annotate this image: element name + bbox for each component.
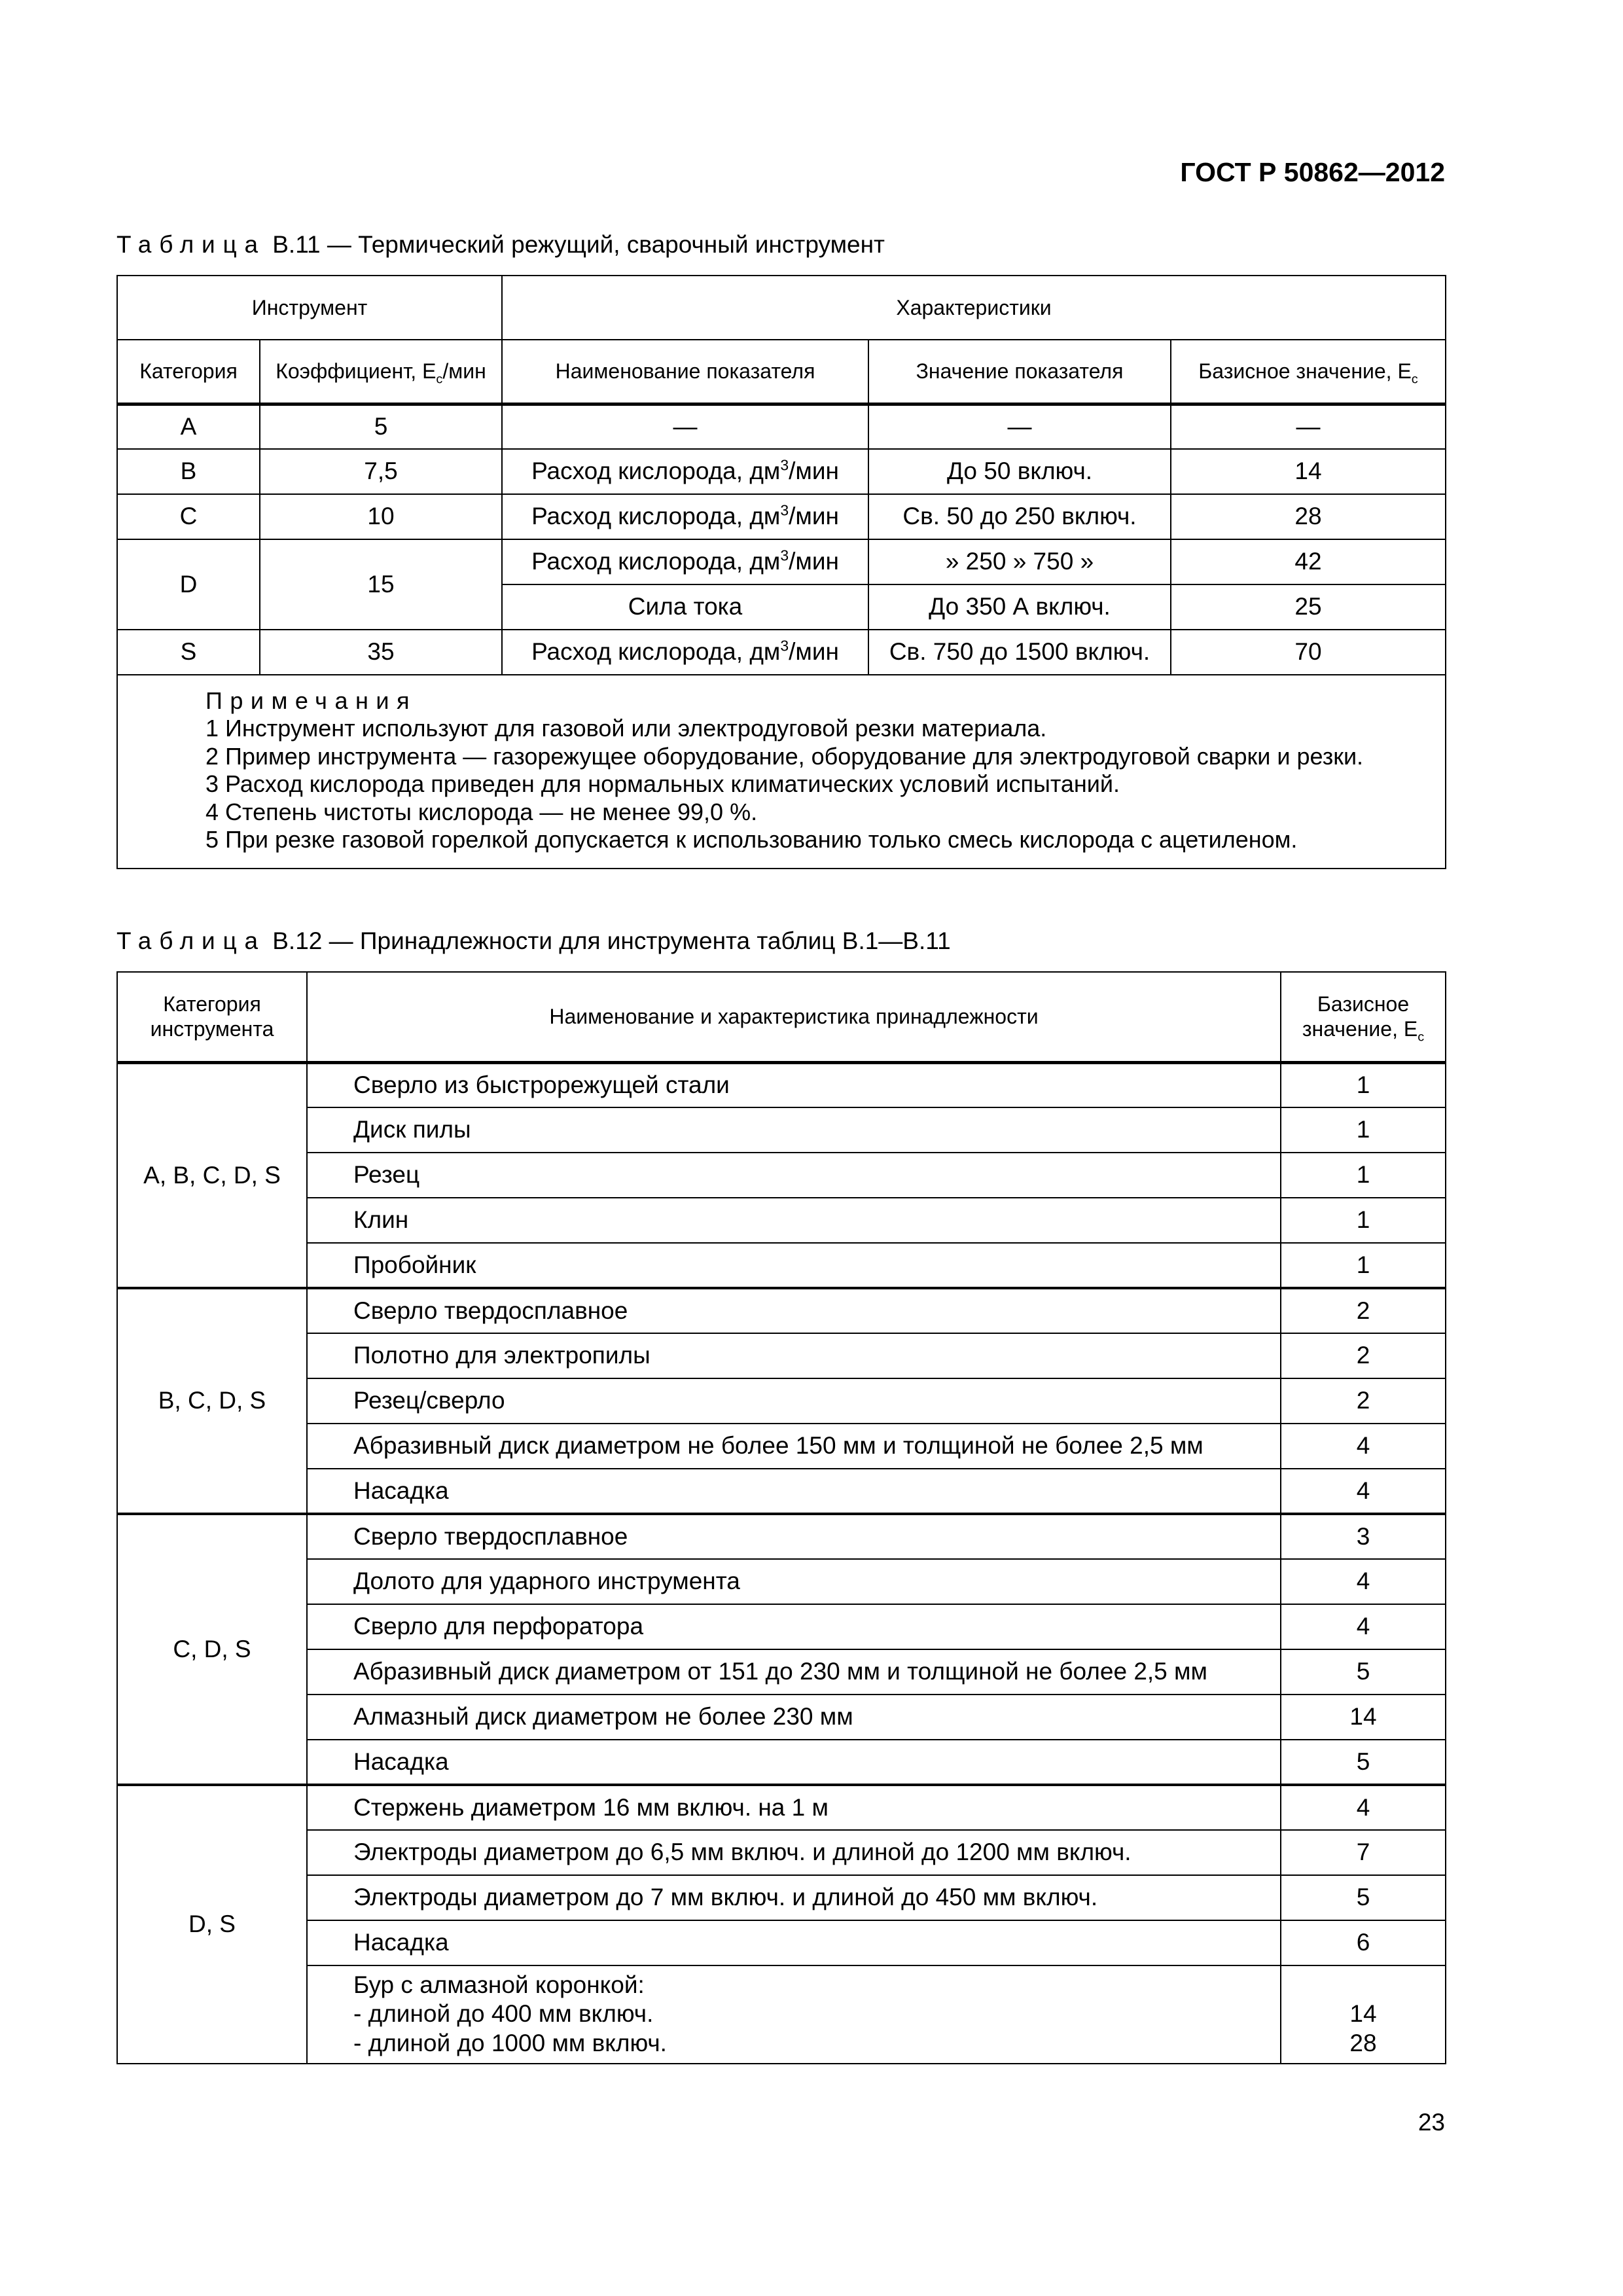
indicator-name-sup: 3 <box>780 456 789 474</box>
indicator-name-sup: 3 <box>780 547 789 564</box>
cell-accessory-name: Сверло твердосплавное <box>307 1514 1281 1559</box>
header-coefficient <box>260 340 502 404</box>
table-row <box>117 1965 1446 2064</box>
cell-coefficient: 7,5 <box>260 449 502 494</box>
notes-title: Примечания <box>205 687 418 714</box>
drill-length-400: - длиной до 400 мм включ. <box>353 2000 654 2028</box>
header-indicator-value: Значение показателя <box>868 340 1171 404</box>
cell-coefficient: 35 <box>260 630 502 675</box>
cell-indicator-name <box>502 494 868 539</box>
note-line: 4 Степень чистоты кислорода — не менее 99,0 %. <box>205 798 758 825</box>
table-row <box>117 449 1446 494</box>
table-row <box>117 1604 1446 1649</box>
drill-value-1000: 28 <box>1349 2029 1377 2056</box>
cell-indicator-name <box>502 630 868 675</box>
note-line: 2 Пример инструмента — газорежущее оборудование, оборудование для электродуговой сварки и резки. <box>205 742 1364 770</box>
cell-accessory-name: Диск пилы <box>307 1107 1281 1153</box>
drill-value-400: 14 <box>1349 2000 1377 2028</box>
cell-base-value: 4 <box>1281 1604 1446 1649</box>
cell-base-value: 28 <box>1171 494 1446 539</box>
cell-indicator-name <box>502 539 868 584</box>
cell-base-value: 5 <box>1281 1875 1446 1920</box>
cell-accessory-name: Насадка <box>307 1740 1281 1785</box>
table-row <box>117 1649 1446 1695</box>
table-row <box>117 1288 1446 1333</box>
cell-accessory-name: Электроды диаметром до 7 мм включ. и длиной до 450 мм включ. <box>307 1875 1281 1920</box>
header-coefficient-text: Коэффициент, E <box>276 359 437 384</box>
cell-base-value: 5 <box>1281 1649 1446 1695</box>
cell-base-value <box>1281 1965 1446 2064</box>
cell-indicator-name <box>502 449 868 494</box>
cell-indicator-value: До 350 А включ. <box>868 584 1171 630</box>
indicator-name-sup: 3 <box>780 637 789 655</box>
cell-indicator-value: — <box>868 404 1171 449</box>
indicator-name-text: Расход кислорода, дм <box>531 638 781 666</box>
header-indicator-name: Наименование показателя <box>502 340 868 404</box>
cell-indicator-value: Св. 50 до 250 включ. <box>868 494 1171 539</box>
note-line: 5 При резке газовой горелкой допускается к использованию только смесь кислорода с ацетиленом. <box>205 826 1298 853</box>
indicator-name-unit: /мин <box>789 638 839 666</box>
cell-category: D <box>117 539 260 630</box>
cell-accessory-name: Долото для ударного инструмента <box>307 1559 1281 1604</box>
header-coefficient-unit: /мин <box>442 359 486 384</box>
table-row <box>117 1514 1446 1559</box>
table-row <box>117 1740 1446 1785</box>
note-line: 3 Расход кислорода приведен для нормальных климатических условий испытаний. <box>205 770 1120 798</box>
cell-base-value: 2 <box>1281 1378 1446 1424</box>
cell-category-group: C, D, S <box>117 1514 307 1785</box>
cell-base-value: 1 <box>1281 1062 1446 1107</box>
header-base-value <box>1171 340 1446 404</box>
header-category-line1: Категория <box>163 992 261 1016</box>
cell-base-value: — <box>1171 404 1446 449</box>
cell-category-group: A, B, C, D, S <box>117 1062 307 1288</box>
cell-base-value: 4 <box>1281 1785 1446 1830</box>
table-row <box>117 1243 1446 1288</box>
header-instrument: Инструмент <box>117 276 502 340</box>
note-line: 1 Инструмент используют для газовой или электродуговой резки материала. <box>205 715 1047 742</box>
header-base-line2-text: значение, E <box>1302 1017 1418 1041</box>
cell-coefficient: 15 <box>260 539 502 630</box>
cell-base-value: 14 <box>1281 1695 1446 1740</box>
cell-base-value: 6 <box>1281 1920 1446 1965</box>
cell-category: C <box>117 494 260 539</box>
indicator-name-sup: 3 <box>780 501 789 519</box>
table-row <box>117 1153 1446 1198</box>
cell-base-value: 25 <box>1171 584 1446 630</box>
table-row <box>117 1469 1446 1514</box>
cell-base-value: 2 <box>1281 1288 1446 1333</box>
cell-indicator-name: — <box>502 404 868 449</box>
cell-accessory-name: Стержень диаметром 16 мм включ. на 1 м <box>307 1785 1281 1830</box>
cell-category: B <box>117 449 260 494</box>
cell-accessory-name: Пробойник <box>307 1243 1281 1288</box>
table-b11 <box>116 275 1446 869</box>
cell-base-value: 7 <box>1281 1830 1446 1875</box>
cell-accessory-name: Абразивный диск диаметром от 151 до 230 мм и толщиной не более 2,5 мм <box>307 1649 1281 1695</box>
table-row <box>117 404 1446 449</box>
cell-base-value: 4 <box>1281 1424 1446 1469</box>
cell-indicator-name: Сила тока <box>502 584 868 630</box>
header-base-value-text: Базисное значение, E <box>1198 359 1412 384</box>
cell-base-value: 14 <box>1171 449 1446 494</box>
drill-title: Бур с алмазной коронкой: <box>353 1971 645 1998</box>
cell-accessory-name: Резец <box>307 1153 1281 1198</box>
indicator-name-text: Расход кислорода, дм <box>531 457 781 485</box>
cell-coefficient: 10 <box>260 494 502 539</box>
cell-accessory-name: Резец/сверло <box>307 1378 1281 1424</box>
cell-accessory-name: Абразивный диск диаметром не более 150 мм и толщиной не более 2,5 мм <box>307 1424 1281 1469</box>
header-accessory-name: Наименование и характеристика принадлежности <box>307 972 1281 1062</box>
indicator-name-unit: /мин <box>789 548 839 575</box>
cell-indicator-value: » 250 » 750 » <box>868 539 1171 584</box>
indicator-name-text: Расход кислорода, дм <box>531 548 781 575</box>
cell-coefficient: 5 <box>260 404 502 449</box>
cell-base-value: 4 <box>1281 1469 1446 1514</box>
table-row <box>117 1785 1446 1830</box>
cell-accessory-name: Насадка <box>307 1920 1281 1965</box>
cell-accessory-name: Полотно для электропилы <box>307 1333 1281 1378</box>
cell-accessory-name <box>307 1965 1281 2064</box>
cell-base-value: 1 <box>1281 1243 1446 1288</box>
header-category: Категория <box>117 340 260 404</box>
cell-base-value: 70 <box>1171 630 1446 675</box>
cell-indicator-value: До 50 включ. <box>868 449 1171 494</box>
table-row <box>117 1920 1446 1965</box>
header-base-value-sub: c <box>1411 372 1418 387</box>
page-number: 23 <box>1418 2109 1445 2136</box>
cell-category-group: B, C, D, S <box>117 1288 307 1514</box>
cell-accessory-name: Электроды диаметром до 6,5 мм включ. и длиной до 1200 мм включ. <box>307 1830 1281 1875</box>
cell-base-value: 2 <box>1281 1333 1446 1378</box>
table-row <box>117 1062 1446 1107</box>
header-characteristics: Характеристики <box>502 276 1446 340</box>
cell-accessory-name: Насадка <box>307 1469 1281 1514</box>
caption-text: В.12 — Принадлежности для инструмента таблиц В.1—В.11 <box>265 927 951 954</box>
header-category <box>117 972 307 1062</box>
cell-accessory-name: Алмазный диск диаметром не более 230 мм <box>307 1695 1281 1740</box>
cell-accessory-name: Сверло для перфоратора <box>307 1604 1281 1649</box>
caption-prefix: Таблица <box>116 927 266 954</box>
header-base-line1: Базисное <box>1317 992 1410 1016</box>
cell-accessory-name: Клин <box>307 1198 1281 1243</box>
header-base-line2 <box>1288 1016 1438 1045</box>
table-b12-caption <box>116 927 951 955</box>
table-row <box>117 1875 1446 1920</box>
document-code: ГОСТ Р 50862—2012 <box>1180 157 1445 187</box>
table-b11-caption <box>116 231 885 259</box>
table-row <box>117 1559 1446 1604</box>
drill-length-1000: - длиной до 1000 мм включ. <box>353 2029 667 2056</box>
cell-category: A <box>117 404 260 449</box>
cell-accessory-name: Сверло из быстрорежущей стали <box>307 1062 1281 1107</box>
header-category-line2: инструмента <box>150 1017 274 1041</box>
indicator-name-unit: /мин <box>789 503 839 530</box>
table-row <box>117 494 1446 539</box>
table-b12 <box>116 971 1446 2064</box>
cell-base-value: 1 <box>1281 1107 1446 1153</box>
cell-category: S <box>117 630 260 675</box>
cell-indicator-value: Св. 750 до 1500 включ. <box>868 630 1171 675</box>
caption-prefix: Таблица <box>116 231 266 258</box>
header-base-value <box>1281 972 1446 1062</box>
cell-base-value: 1 <box>1281 1153 1446 1198</box>
table-row <box>117 539 1446 584</box>
table-row <box>117 1695 1446 1740</box>
header-base-sub: c <box>1418 1030 1425 1045</box>
table-row <box>117 1333 1446 1378</box>
cell-base-value: 5 <box>1281 1740 1446 1785</box>
caption-text: В.11 — Термический режущий, сварочный инструмент <box>265 231 885 258</box>
header-coefficient-sub: c <box>436 372 443 387</box>
cell-accessory-name: Сверло твердосплавное <box>307 1288 1281 1333</box>
notes-block <box>117 675 1446 869</box>
table-row <box>117 630 1446 675</box>
cell-base-value: 42 <box>1171 539 1446 584</box>
table-row <box>117 1378 1446 1424</box>
cell-base-value: 1 <box>1281 1198 1446 1243</box>
cell-base-value: 4 <box>1281 1559 1446 1604</box>
indicator-name-unit: /мин <box>789 457 839 485</box>
table-row <box>117 1424 1446 1469</box>
table-row <box>117 1107 1446 1153</box>
cell-category-group: D, S <box>117 1785 307 2064</box>
indicator-name-text: Расход кислорода, дм <box>531 503 781 530</box>
table-row <box>117 1198 1446 1243</box>
table-row <box>117 1830 1446 1875</box>
cell-base-value: 3 <box>1281 1514 1446 1559</box>
